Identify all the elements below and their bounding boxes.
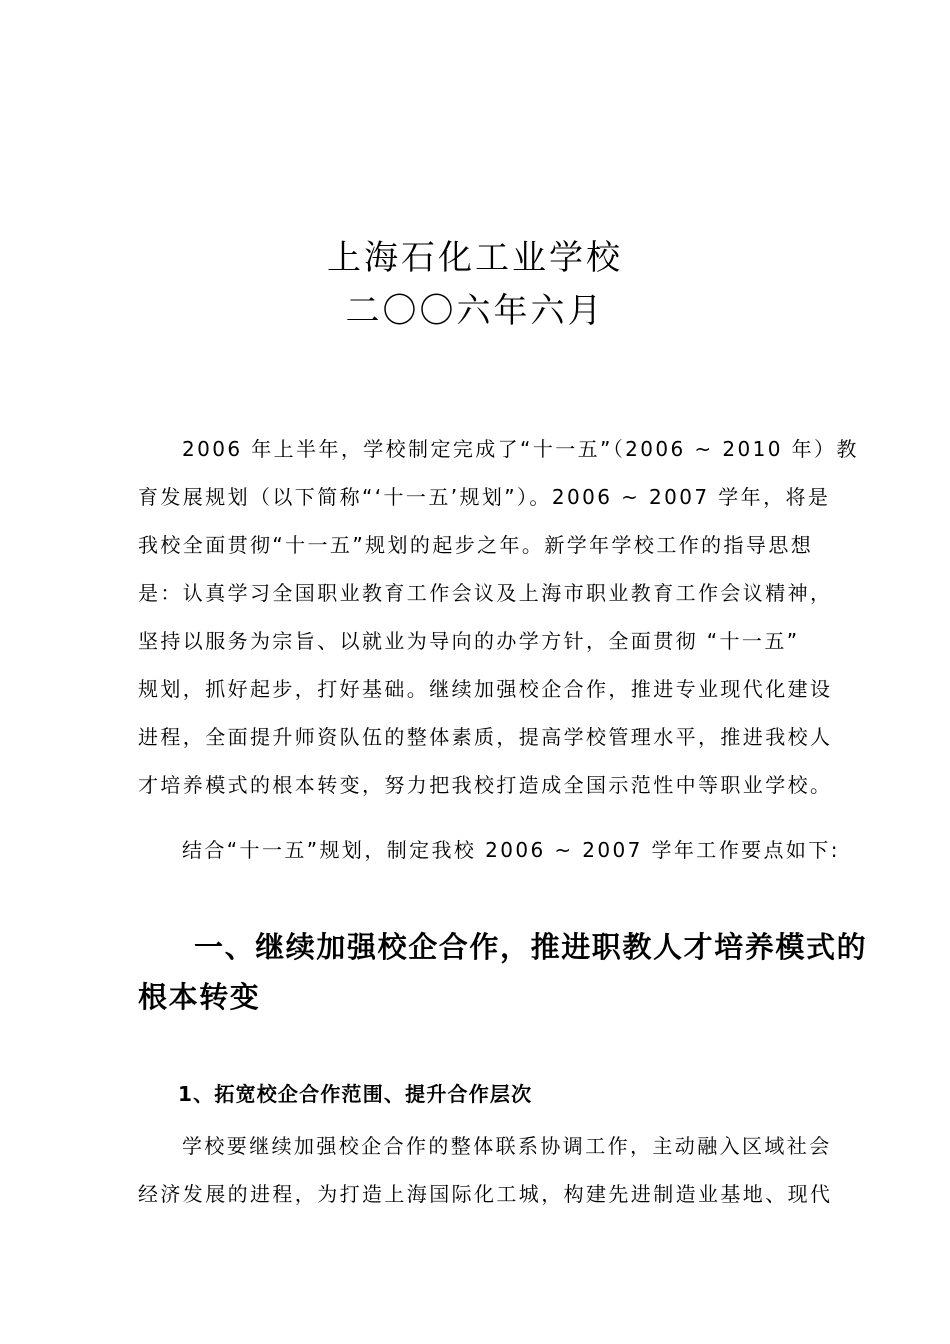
school-name-title: 上海石化工业学校 [327,238,623,278]
paragraph-line: 进程，全面提升师资队伍的整体素质，提高学校管理水平，推进我校人 [138,725,833,749]
paragraph-line: 规划，抓好起步，打好基础。继续加强校企合作，推进专业现代化建设 [138,677,833,701]
paragraph-line: 学校要继续加强校企合作的整体联系协调工作，主动融入区域社会 [182,1134,832,1158]
sub-heading: 1、拓宽校企合作范围、提升合作层次 [178,1082,533,1106]
paragraph-line: 是：认真学习全国职业教育工作会议及上海市职业教育工作会议精神， [138,581,833,605]
intro-paragraph [138,425,859,809]
paragraph-line: 育发展规划（以下简称“‘十一五’规划”）。2006 ~ 2007 学年，将是 [138,485,831,509]
section-heading-line: 根本转变 [138,980,261,1014]
combine-paragraph [138,826,838,874]
section-heading-line: 一、继续加强校企合作，推进职教人才培养模式的 [194,930,868,964]
paragraph-line: 经济发展的进程，为打造上海国际化工城，构建先进制造业基地、现代 [138,1182,833,1206]
paragraph-line: 坚持以服务为宗旨、以就业为导向的办学方针，全面贯彻 “十一五” [138,629,800,653]
section-heading [138,922,868,1022]
document-date: 二〇〇六年六月 [345,291,605,331]
sub-section-paragraph [138,1122,838,1218]
paragraph-line: 才培养模式的根本转变，努力把我校打造成全国示范性中等职业学校。 [138,773,833,797]
paragraph-line: 我校全面贯彻“十一五”规划的起步之年。新学年学校工作的指导思想 [138,533,814,557]
paragraph-line: 结合“十一五”规划，制定我校 2006 ~ 2007 学年工作要点如下: [182,838,840,862]
paragraph-line: 2006 年上半年，学校制定完成了“十一五”（2006 ~ 2010 年）教 [182,437,859,461]
